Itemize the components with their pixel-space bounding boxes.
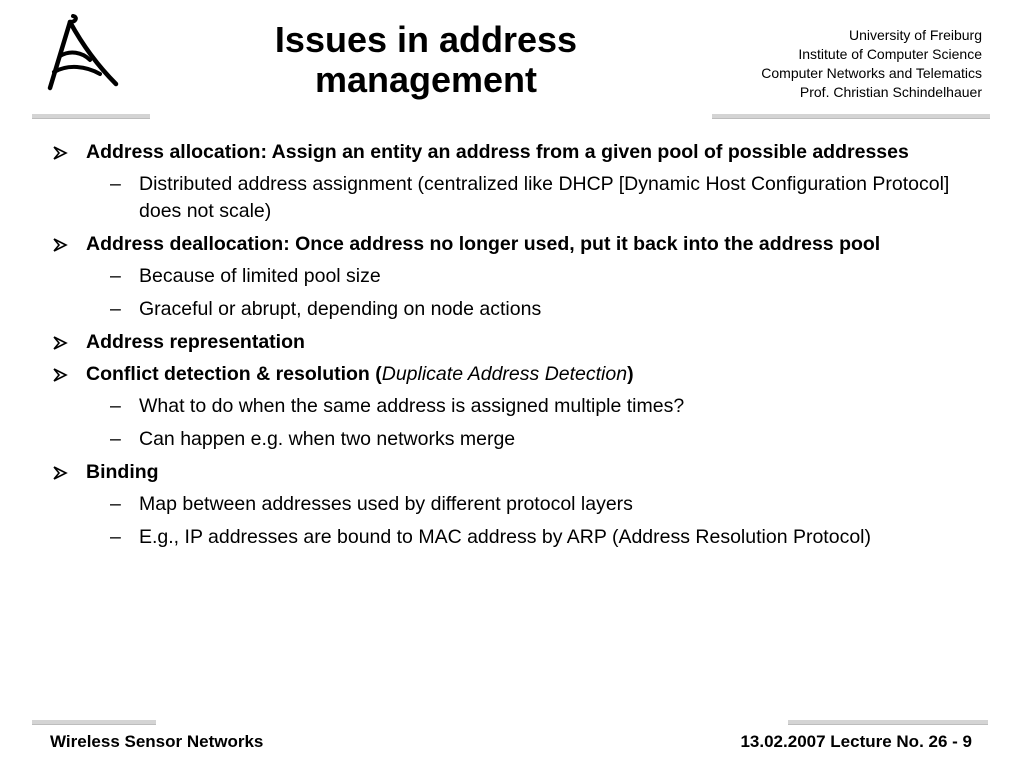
footer-course-title: Wireless Sensor Networks [50,732,264,751]
dash-marker: – [110,265,121,287]
bullet-text: Binding [86,461,159,483]
sub-bullet-map-layers [52,491,972,518]
bullet-text-before: Conflict detection & resolution ( [86,363,382,385]
institute-professor: Prof. Christian Schindelhauer [799,84,982,100]
bullet-text-after: ) [627,363,634,385]
institute-block [761,26,982,102]
sub-bullet-text: Graceful or abrupt, depending on node actions [139,298,542,320]
sub-bullet-graceful-abrupt [52,296,972,323]
dash-marker: – [110,493,121,515]
bullet-binding [52,459,972,486]
sub-bullet-text: Can happen e.g. when two networks merge [139,428,516,450]
bullet-arrow-icon [52,139,74,160]
bullet-address-allocation [52,139,972,166]
header-rule-right [712,114,990,119]
bullet-text-italic: Duplicate Address Detection [381,363,628,385]
bullet-arrow-icon [52,459,74,480]
sub-bullet-same-address [52,393,972,420]
slide-title-line1: Issues in address [274,19,578,60]
institute-department: Institute of Computer Science [798,46,982,62]
bullet-text [86,361,972,388]
footer-rule-right [788,720,988,725]
dash-marker: – [110,395,121,417]
dash-marker: – [110,298,121,320]
bullet-text: Address representation [86,331,305,353]
institute-university: University of Freiburg [848,27,982,43]
footer-rule-left [32,720,156,725]
sub-bullet-arp [52,524,972,551]
sub-bullet-text: Map between addresses used by different protocol layers [139,493,633,515]
dash-marker: – [110,173,121,195]
slide-title [220,20,632,100]
sub-bullet-text: What to do when the same address is assigned multiple times? [139,395,685,417]
sub-bullet-text: Because of limited pool size [139,265,381,287]
bullet-text: Address allocation: Assign an entity an address from a given pool of possible addresses [86,141,909,163]
sub-bullet-networks-merge [52,426,972,453]
bullet-conflict-detection [52,361,972,388]
bullet-arrow-icon [52,361,74,382]
slide-title-line2: management [314,59,538,100]
bullet-address-deallocation [52,231,972,258]
bullet-arrow-icon [52,329,74,350]
footer-date-lecture: 13.02.2007 Lecture No. 26 - 9 [740,732,972,751]
institute-group: Computer Networks and Telematics [761,65,982,81]
bullet-text: Address deallocation: Once address no longer used, put it back into the address pool [86,233,881,255]
bullet-address-representation [52,329,972,356]
header-rule-left [32,114,150,119]
sub-bullet-text: Distributed address assignment (centralized like DHCP [Dynamic Host Configuration Protocol] does not scale) [139,173,950,222]
bullet-arrow-icon [52,231,74,252]
sub-bullet-limited-pool [52,263,972,290]
dash-marker: – [110,428,121,450]
slide-content [52,139,972,557]
dash-marker: – [110,526,121,548]
sub-bullet-distributed-assignment [52,171,972,225]
sub-bullet-text: E.g., IP addresses are bound to MAC address by ARP (Address Resolution Protocol) [139,526,871,548]
university-logo-icon [40,14,124,94]
